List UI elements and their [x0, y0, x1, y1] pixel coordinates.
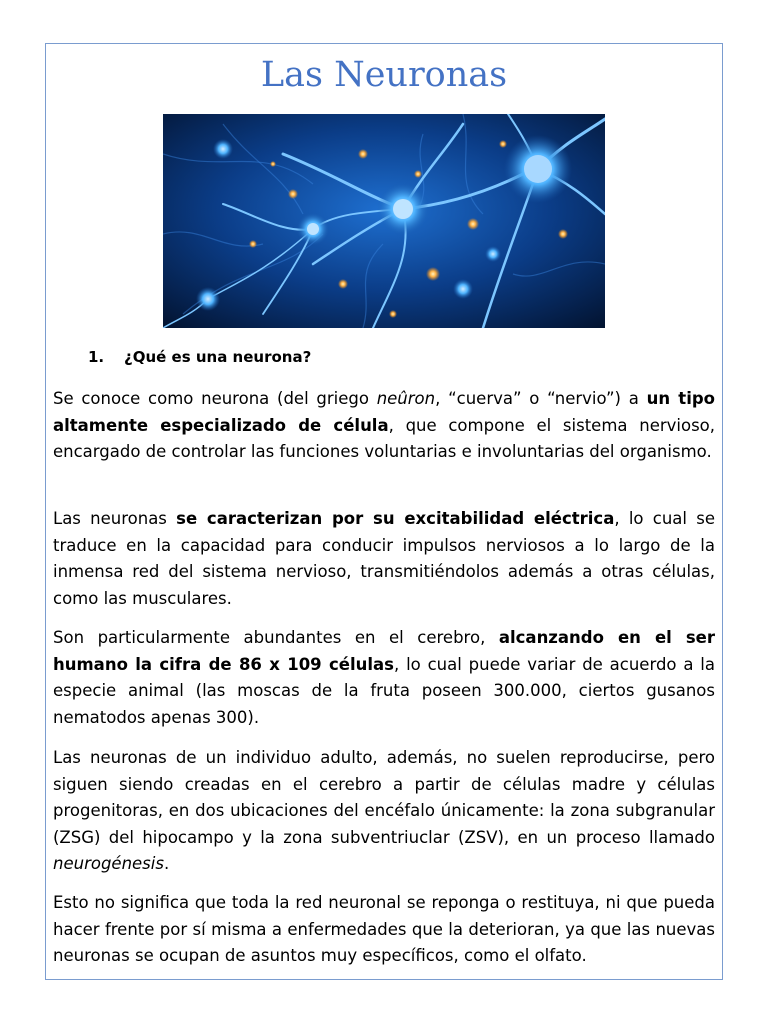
p3-text-a: Son particularmente abundantes en el cerebro,: [53, 628, 499, 647]
p1-term-neuron: neûron: [376, 389, 436, 408]
p1-text-c: , “cuerva” o “nervio”) a: [435, 389, 647, 408]
paragraph-definition: [53, 386, 715, 466]
p3-highlight: alcanzando en el ser humano la cifra de 86 x 109 células: [53, 628, 715, 674]
p4-text-c: .: [163, 854, 170, 873]
neuron-network-image: [163, 114, 605, 328]
p5-text-a: Esto no significa que toda la red neuronal se reponga o restituya, ni que pueda hacer frente por sí misma a enfermedades que la deterioran, ya que las nuevas neuronas se ocupan de asuntos muy específicos, como el olfato.: [53, 893, 715, 965]
neuron-illustration: [163, 114, 605, 328]
section-heading: [88, 348, 311, 366]
p1-highlight: un tipo altamente especializado de célula: [53, 389, 715, 435]
p1-text-a: Se conoce como neurona (del griego: [53, 389, 377, 408]
p2-text-c: , lo cual se traduce en la capacidad para conducir impulsos nerviosos a lo largo de la inmensa red del sistema nervioso, transmitiéndolos además a otras células, como las musculares.: [53, 509, 715, 608]
section-number: 1.: [88, 348, 105, 366]
page-title: Las Neuronas: [260, 55, 508, 95]
paragraph-excitability: [53, 506, 715, 612]
paragraph-abundance: [53, 625, 715, 731]
section-heading-text: ¿Qué es una neurona?: [124, 348, 312, 366]
p3-text-c: , lo cual puede variar de acuerdo a la especie animal (las moscas de la fruta poseen 300.000, ciertos gusanos nematodos apenas 300).: [53, 654, 715, 727]
p4-term-neurogenesis: neurogénesis: [53, 854, 164, 873]
paragraph-limitations: [53, 890, 715, 970]
p2-highlight: se caracterizan por su excitabilidad eléctrica: [176, 509, 615, 528]
paragraph-neurogenesis: [53, 745, 715, 878]
p1-text-e: , que compone el sistema nervioso, encargado de controlar las funciones voluntarias e involuntarias del organismo.: [53, 415, 716, 461]
p2-text-a: Las neuronas: [53, 509, 177, 528]
p4-text-a: Las neuronas de un individuo adulto, además, no suelen reproducirse, pero siguen siendo creadas en el cerebro a partir de células madre y células progenitoras, en dos ubicaciones del encéfalo únicamente: la zona subgranular (ZSG) del hipocampo y la zona subventriuclar (ZSV), en un proceso llamado: [53, 748, 715, 847]
